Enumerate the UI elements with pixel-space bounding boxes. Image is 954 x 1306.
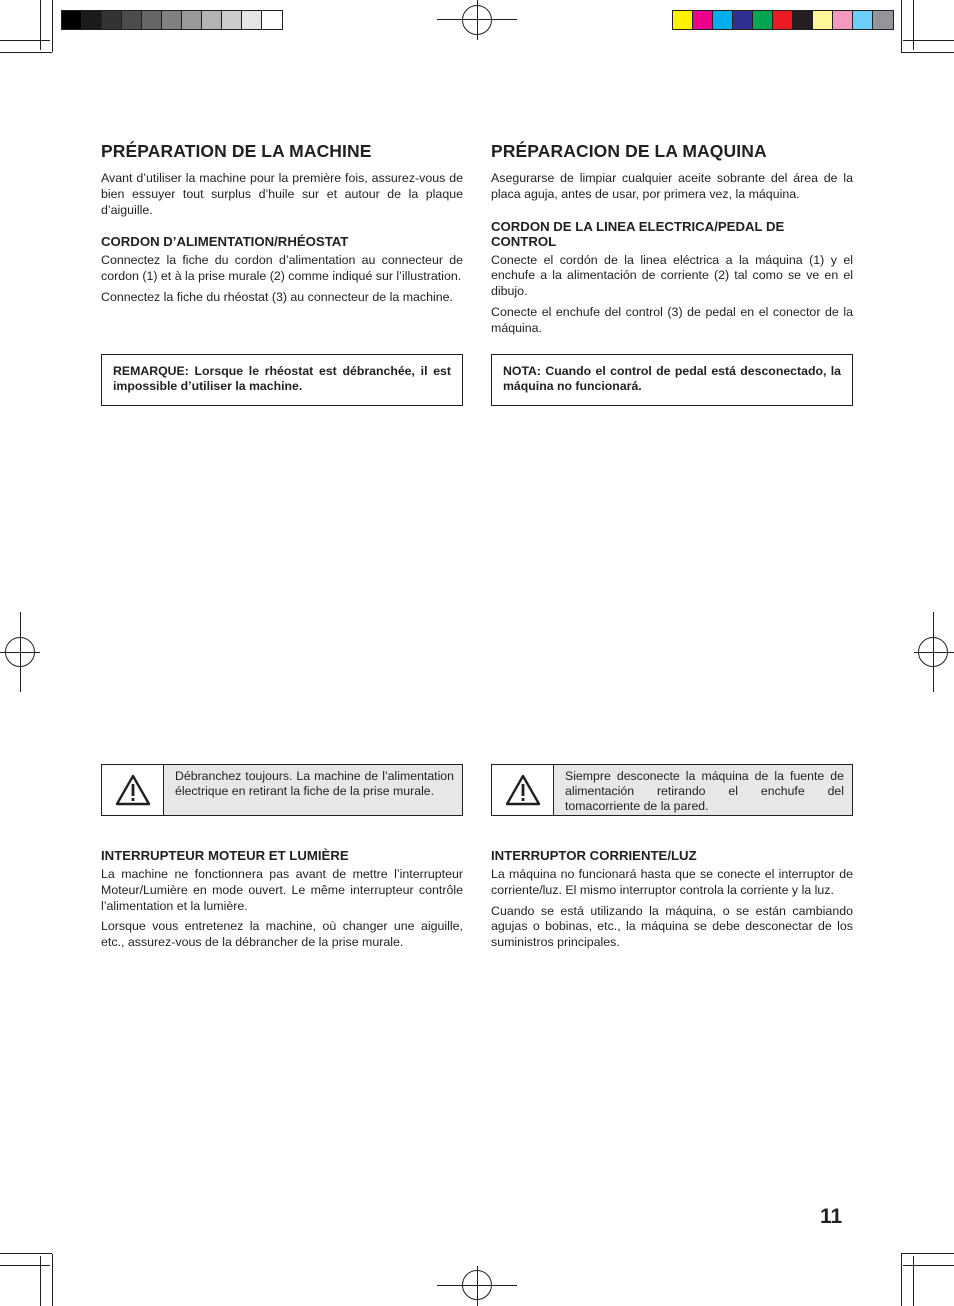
section-title: PRÉPARACION DE LA MAQUINA xyxy=(491,141,767,161)
french-preparation-section xyxy=(101,141,463,311)
color-swatch xyxy=(242,11,262,29)
crop-mark xyxy=(901,1254,902,1306)
body-text: La máquina no funcionará hasta que se conecte el interruptor de corriente/luz. El mismo interruptor controla la corriente y la luz. xyxy=(491,867,853,897)
body-text: Conecte el cordón de la linea eléctrica a la máquina (1) y el enchufe a la alimentación de corriente (2) tal como se ve en el dibujo. xyxy=(491,252,853,299)
color-swatch xyxy=(182,11,202,29)
note-text: NOTA: Cuando el control de pedal está desconectado, la máquina no funcionará. xyxy=(503,364,841,393)
process-color-bar xyxy=(672,10,894,30)
warning-text: Débranchez toujours. La machine de l’alimentation électrique en retirant la fiche de la prise murale. xyxy=(164,765,462,815)
page-number: 11 xyxy=(820,1205,843,1228)
warning-box xyxy=(101,764,463,816)
color-swatch xyxy=(102,11,122,29)
crop-mark xyxy=(52,1254,53,1306)
color-swatch xyxy=(673,11,693,29)
crop-mark xyxy=(901,1253,954,1254)
body-text: Conecte el enchufe del control (3) de pedal en el conector de la máquina. xyxy=(491,304,853,335)
color-swatch xyxy=(713,11,733,29)
color-swatch xyxy=(62,11,82,29)
warning-text: Siempre desconecte la máquina de la fuente de alimentación retirando el enchufe del tomacorriente de la pared. xyxy=(554,765,852,815)
color-swatch xyxy=(833,11,853,29)
color-swatch xyxy=(222,11,242,29)
crop-mark xyxy=(52,0,53,52)
crop-mark xyxy=(0,1253,52,1254)
color-swatch xyxy=(853,11,873,29)
crop-mark xyxy=(901,0,902,52)
intro-text: Asegurarse de limpiar cualquier aceite sobrante del área de la placa aguja, antes de usar, por primera vez, la máquina. xyxy=(491,171,853,201)
grayscale-color-bar xyxy=(61,10,283,30)
body-text: La machine ne fonctionnera pas avant de mettre l’interrupteur Moteur/Lumière en mode ouvert. Le même interrupteur contrôle l’alimentation et la lumière. xyxy=(101,867,463,913)
crop-mark xyxy=(0,1265,50,1266)
color-swatch xyxy=(873,11,893,29)
color-swatch xyxy=(262,11,282,29)
crop-mark xyxy=(913,0,914,50)
spanish-preparation-section xyxy=(491,141,853,342)
body-text: Cuando se está utilizando la máquina, o se están cambiando agujas o bobinas, etc., la máquina se debe desconectar de los suministros principales. xyxy=(491,903,853,950)
body-text: Connectez la fiche du rhéostat (3) au connecteur de la machine. xyxy=(101,289,453,304)
warning-box xyxy=(491,764,853,816)
french-switch-section xyxy=(101,848,463,956)
note-box xyxy=(101,354,463,406)
color-swatch xyxy=(733,11,753,29)
color-swatch xyxy=(773,11,793,29)
crop-mark xyxy=(0,40,50,41)
subsection-heading: INTERRUPTEUR MOTEUR ET LUMIÈRE xyxy=(101,848,349,863)
body-text: Connectez la fiche du cordon d’alimentation au connecteur de cordon (1) et à la prise murale (2) comme indiqué sur l’illustration. xyxy=(101,253,463,284)
section-title: PRÉPARATION DE LA MACHINE xyxy=(101,141,372,161)
intro-text: Avant d’utiliser la machine pour la première fois, assurez-vous de bien essuyer tout surplus d’huile sur et autour de la plaque d’aiguille. xyxy=(101,171,463,217)
crop-mark xyxy=(40,0,41,50)
crop-mark xyxy=(901,52,954,53)
color-swatch xyxy=(122,11,142,29)
color-swatch xyxy=(162,11,182,29)
crop-mark xyxy=(903,40,954,41)
crop-mark xyxy=(903,1265,954,1266)
subsection-heading: INTERRUPTOR CORRIENTE/LUZ xyxy=(491,848,697,863)
color-swatch xyxy=(813,11,833,29)
subsection-heading: CORDON DE LA LINEA ELECTRICA/PEDAL DE CONTROL xyxy=(491,218,785,249)
crop-mark xyxy=(40,1256,41,1306)
warning-triangle-icon xyxy=(102,765,164,815)
spanish-switch-section xyxy=(491,848,853,956)
color-swatch xyxy=(142,11,162,29)
crop-mark xyxy=(913,1256,914,1306)
color-swatch xyxy=(693,11,713,29)
color-swatch xyxy=(82,11,102,29)
body-text: Lorsque vous entretenez la machine, où changer une aiguille, etc., assurez-vous de la débrancher de la prise murale. xyxy=(101,919,463,950)
color-swatch xyxy=(202,11,222,29)
warning-triangle-icon xyxy=(492,765,554,815)
note-text: REMARQUE: Lorsque le rhéostat est débranchée, il est impossible d’utiliser la machine. xyxy=(113,364,451,393)
color-swatch xyxy=(753,11,773,29)
note-box xyxy=(491,354,853,406)
subsection-heading: CORDON D’ALIMENTATION/RHÉOSTAT xyxy=(101,234,349,250)
crop-mark xyxy=(0,52,52,53)
color-swatch xyxy=(793,11,813,29)
